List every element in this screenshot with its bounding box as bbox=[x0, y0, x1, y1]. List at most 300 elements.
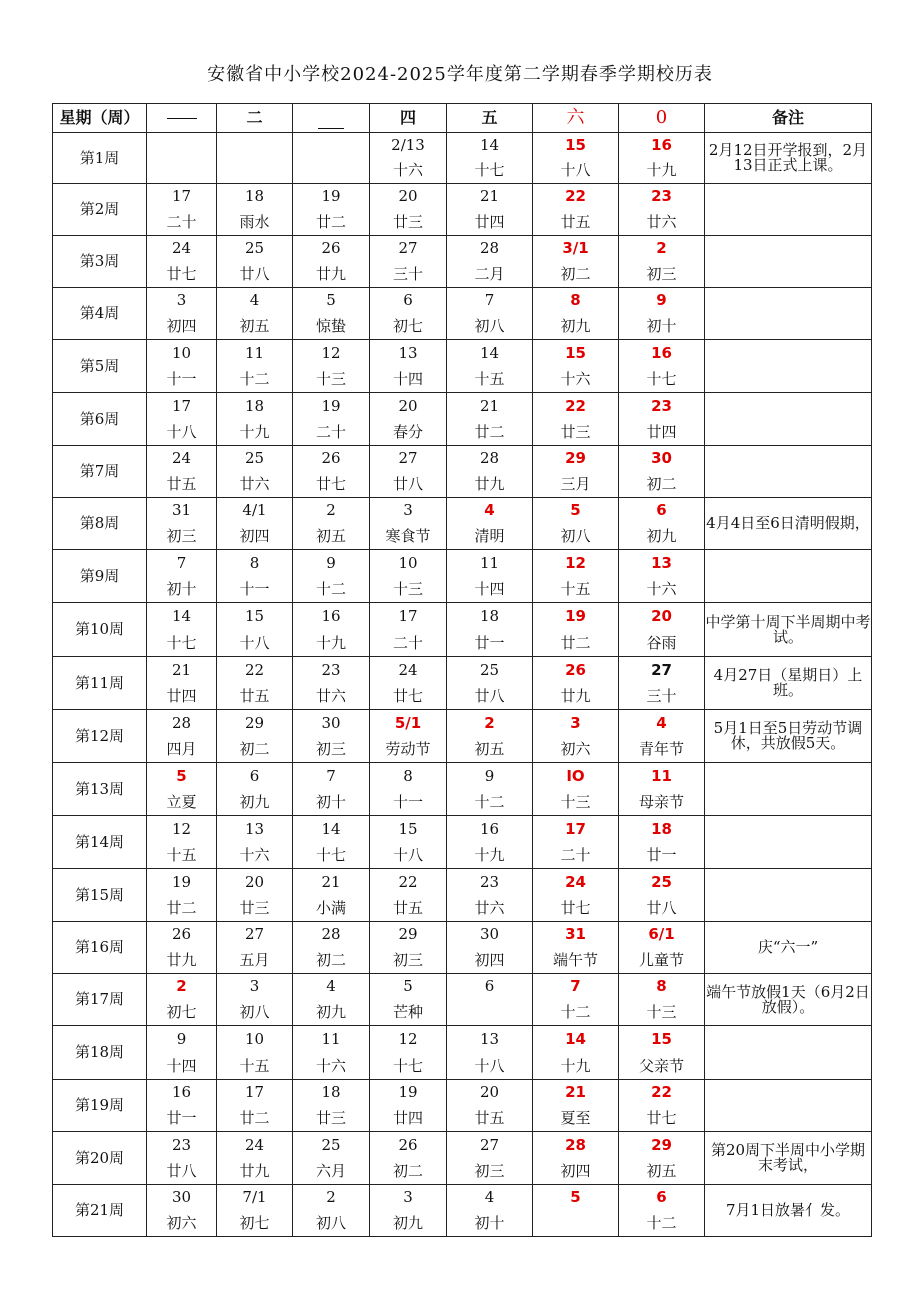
lunar-cell: 廿九 bbox=[147, 948, 217, 974]
lunar-cell: 廿五 bbox=[370, 896, 447, 922]
lunar-cell: 十三 bbox=[533, 790, 619, 816]
lunar-cell: 初四 bbox=[447, 948, 533, 974]
lunar-cell: 初四 bbox=[533, 1159, 619, 1185]
day-cell: 6 bbox=[619, 498, 705, 524]
day-cell: 30 bbox=[447, 922, 533, 948]
day-cell: 11 bbox=[217, 340, 293, 367]
day-cell: 26 bbox=[370, 1132, 447, 1159]
lunar-cell: 初九 bbox=[293, 1000, 370, 1026]
lunar-cell: 十三 bbox=[293, 367, 370, 393]
day-cell: 25 bbox=[619, 869, 705, 896]
day-cell: 18 bbox=[293, 1080, 370, 1106]
day-cell: 16 bbox=[619, 340, 705, 367]
day-cell: 23 bbox=[147, 1132, 217, 1159]
lunar-cell: 母亲节 bbox=[619, 790, 705, 816]
lunar-cell: 十六 bbox=[217, 843, 293, 869]
lunar-cell: 二十 bbox=[533, 843, 619, 869]
lunar-cell: 十二 bbox=[217, 367, 293, 393]
day-cell: 6 bbox=[370, 288, 447, 314]
day-cell: 12 bbox=[147, 816, 217, 843]
day-cell: 2/13 bbox=[370, 133, 447, 159]
note-cell bbox=[705, 550, 872, 603]
day-cell: 22 bbox=[619, 1080, 705, 1106]
week-label: 第18周 bbox=[53, 1026, 147, 1080]
lunar-cell: 三十 bbox=[619, 684, 705, 710]
day-cell: 16 bbox=[147, 1080, 217, 1106]
day-cell: 23 bbox=[293, 657, 370, 684]
header-wed bbox=[293, 104, 370, 133]
day-cell: 17 bbox=[147, 184, 217, 210]
lunar-cell: 十五 bbox=[147, 843, 217, 869]
lunar-cell: 廿三 bbox=[370, 210, 447, 236]
week-row bbox=[53, 603, 872, 631]
lunar-cell: 十九 bbox=[533, 1054, 619, 1080]
day-cell: 29 bbox=[533, 446, 619, 472]
lunar-cell: 廿三 bbox=[293, 1106, 370, 1132]
lunar-cell: 初三 bbox=[147, 524, 217, 550]
day-cell: 24 bbox=[147, 446, 217, 472]
day-cell: 3 bbox=[147, 288, 217, 314]
day-cell: 17 bbox=[370, 603, 447, 631]
day-cell: 13 bbox=[217, 816, 293, 843]
day-cell: 21 bbox=[147, 657, 217, 684]
wed-dash-icon bbox=[318, 128, 344, 129]
day-cell: 8 bbox=[533, 288, 619, 314]
lunar-cell: 十七 bbox=[147, 631, 217, 657]
lunar-cell: 十四 bbox=[147, 1054, 217, 1080]
day-cell: 6/1 bbox=[619, 922, 705, 948]
lunar-cell: 十七 bbox=[619, 367, 705, 393]
lunar-cell: 初八 bbox=[447, 314, 533, 340]
lunar-cell: 初八 bbox=[217, 1000, 293, 1026]
day-cell: 7/1 bbox=[217, 1185, 293, 1211]
week-row bbox=[53, 763, 872, 790]
note-cell bbox=[705, 1080, 872, 1132]
week-row bbox=[53, 133, 872, 159]
day-cell: 25 bbox=[217, 446, 293, 472]
day-cell: 23 bbox=[619, 184, 705, 210]
day-cell: 27 bbox=[217, 922, 293, 948]
lunar-cell: 廿三 bbox=[217, 896, 293, 922]
lunar-cell: 初十 bbox=[447, 1211, 533, 1237]
day-cell: 19 bbox=[147, 869, 217, 896]
day-cell: 3 bbox=[533, 710, 619, 737]
mon-dash-icon bbox=[167, 118, 197, 119]
lunar-cell: 初六 bbox=[147, 1211, 217, 1237]
lunar-cell: 廿五 bbox=[533, 210, 619, 236]
week-row bbox=[53, 550, 872, 577]
day-cell: 27 bbox=[370, 446, 447, 472]
lunar-cell: 雨水 bbox=[217, 210, 293, 236]
lunar-cell: 廿四 bbox=[147, 684, 217, 710]
note-cell bbox=[705, 340, 872, 393]
day-cell: 5 bbox=[533, 498, 619, 524]
lunar-cell: 廿五 bbox=[147, 472, 217, 498]
day-cell: 16 bbox=[447, 816, 533, 843]
lunar-cell: 三十 bbox=[370, 262, 447, 288]
day-cell: 15 bbox=[533, 340, 619, 367]
week-row bbox=[53, 340, 872, 367]
lunar-cell: 清明 bbox=[447, 524, 533, 550]
day-cell: 8 bbox=[217, 550, 293, 577]
day-cell: 6 bbox=[217, 763, 293, 790]
lunar-cell: 廿一 bbox=[147, 1106, 217, 1132]
lunar-cell: 十六 bbox=[370, 159, 447, 184]
day-cell: 28 bbox=[533, 1132, 619, 1159]
day-cell: 29 bbox=[619, 1132, 705, 1159]
day-cell: 28 bbox=[293, 922, 370, 948]
day-cell: 15 bbox=[619, 1026, 705, 1054]
day-cell: 5 bbox=[370, 974, 447, 1000]
lunar-cell: 三月 bbox=[533, 472, 619, 498]
day-cell: 25 bbox=[447, 657, 533, 684]
lunar-cell: 廿五 bbox=[217, 684, 293, 710]
lunar-cell: 初五 bbox=[447, 737, 533, 763]
day-cell bbox=[217, 133, 293, 159]
day-cell: 20 bbox=[217, 869, 293, 896]
week-label: 第4周 bbox=[53, 288, 147, 340]
day-cell: 17 bbox=[217, 1080, 293, 1106]
note-cell: 2月12日开学报到，2月13日正式上课。 bbox=[705, 133, 872, 184]
day-cell: 26 bbox=[533, 657, 619, 684]
day-cell: 23 bbox=[447, 869, 533, 896]
lunar-cell: 十二 bbox=[447, 790, 533, 816]
lunar-cell: 二十 bbox=[370, 631, 447, 657]
lunar-cell: 廿九 bbox=[533, 684, 619, 710]
day-cell: 5 bbox=[533, 1185, 619, 1211]
lunar-cell: 廿四 bbox=[447, 210, 533, 236]
day-cell: 19 bbox=[370, 1080, 447, 1106]
header-thu: 四 bbox=[370, 104, 447, 133]
day-cell: IO bbox=[533, 763, 619, 790]
day-cell: 4 bbox=[619, 710, 705, 737]
lunar-cell: 初七 bbox=[217, 1211, 293, 1237]
week-row bbox=[53, 657, 872, 684]
day-cell: 23 bbox=[619, 393, 705, 420]
lunar-cell: 十五 bbox=[447, 367, 533, 393]
day-cell: 14 bbox=[447, 340, 533, 367]
day-cell: 19 bbox=[293, 393, 370, 420]
lunar-cell: 四月 bbox=[147, 737, 217, 763]
lunar-cell: 廿一 bbox=[447, 631, 533, 657]
note-cell bbox=[705, 236, 872, 288]
day-cell: 25 bbox=[293, 1132, 370, 1159]
day-cell: 14 bbox=[293, 816, 370, 843]
lunar-cell: 廿一 bbox=[619, 843, 705, 869]
lunar-cell: 廿九 bbox=[447, 472, 533, 498]
lunar-cell: 初十 bbox=[619, 314, 705, 340]
day-cell: 28 bbox=[447, 446, 533, 472]
day-cell: 4 bbox=[293, 974, 370, 1000]
day-cell: 21 bbox=[533, 1080, 619, 1106]
day-cell: 9 bbox=[619, 288, 705, 314]
lunar-cell: 十八 bbox=[447, 1054, 533, 1080]
day-cell: 5 bbox=[147, 763, 217, 790]
lunar-cell: 廿七 bbox=[619, 1106, 705, 1132]
week-row bbox=[53, 1080, 872, 1106]
lunar-cell: 十四 bbox=[447, 577, 533, 603]
day-cell: 20 bbox=[619, 603, 705, 631]
day-cell: 24 bbox=[147, 236, 217, 262]
day-cell: 15 bbox=[217, 603, 293, 631]
lunar-cell: 廿二 bbox=[447, 420, 533, 446]
lunar-cell: 廿二 bbox=[293, 210, 370, 236]
lunar-cell: 廿五 bbox=[447, 1106, 533, 1132]
day-cell: 22 bbox=[217, 657, 293, 684]
day-cell: 21 bbox=[447, 184, 533, 210]
day-cell: 30 bbox=[619, 446, 705, 472]
lunar-cell: 十二 bbox=[619, 1211, 705, 1237]
week-row bbox=[53, 184, 872, 210]
lunar-cell: 十七 bbox=[447, 159, 533, 184]
lunar-cell: 廿九 bbox=[217, 1159, 293, 1185]
week-row bbox=[53, 869, 872, 896]
lunar-cell: 二十 bbox=[293, 420, 370, 446]
day-cell: 15 bbox=[533, 133, 619, 159]
page-title: 安徽省中小学校2024-2025学年度第二学期春季学期校历表 bbox=[207, 64, 713, 85]
week-label: 第10周 bbox=[53, 603, 147, 657]
day-cell: 12 bbox=[293, 340, 370, 367]
lunar-cell: 初三 bbox=[293, 737, 370, 763]
lunar-cell: 十九 bbox=[447, 843, 533, 869]
lunar-cell: 惊蛰 bbox=[293, 314, 370, 340]
day-cell: 4 bbox=[447, 498, 533, 524]
day-cell: 15 bbox=[370, 816, 447, 843]
lunar-cell: 十七 bbox=[293, 843, 370, 869]
day-cell: 26 bbox=[147, 922, 217, 948]
week-label: 第2周 bbox=[53, 184, 147, 236]
lunar-cell: 初三 bbox=[370, 948, 447, 974]
note-cell: 7月1日放暑亻发。 bbox=[705, 1185, 872, 1237]
lunar-cell: 廿九 bbox=[293, 262, 370, 288]
day-cell: 22 bbox=[533, 184, 619, 210]
day-cell: 31 bbox=[533, 922, 619, 948]
lunar-cell: 二月 bbox=[447, 262, 533, 288]
day-cell: 18 bbox=[217, 184, 293, 210]
lunar-cell: 初二 bbox=[370, 1159, 447, 1185]
week-label: 第7周 bbox=[53, 446, 147, 498]
lunar-cell: 芒种 bbox=[370, 1000, 447, 1026]
day-cell: 29 bbox=[217, 710, 293, 737]
lunar-cell: 初五 bbox=[293, 524, 370, 550]
lunar-cell: 初十 bbox=[147, 577, 217, 603]
lunar-cell: 十七 bbox=[370, 1054, 447, 1080]
week-label: 第19周 bbox=[53, 1080, 147, 1132]
day-cell: 4 bbox=[217, 288, 293, 314]
lunar-cell: 立夏 bbox=[147, 790, 217, 816]
note-cell bbox=[705, 184, 872, 236]
lunar-cell: 谷雨 bbox=[619, 631, 705, 657]
week-label: 第13周 bbox=[53, 763, 147, 816]
lunar-cell: 十八 bbox=[147, 420, 217, 446]
lunar-cell: 初十 bbox=[293, 790, 370, 816]
lunar-cell: 初九 bbox=[619, 524, 705, 550]
lunar-cell: 初九 bbox=[533, 314, 619, 340]
lunar-cell: 廿六 bbox=[447, 896, 533, 922]
lunar-cell: 廿七 bbox=[293, 472, 370, 498]
day-cell: 13 bbox=[619, 550, 705, 577]
note-cell bbox=[705, 816, 872, 869]
day-cell: 27 bbox=[370, 236, 447, 262]
lunar-cell: 廿二 bbox=[147, 896, 217, 922]
week-row bbox=[53, 1132, 872, 1159]
week-row bbox=[53, 922, 872, 948]
day-cell bbox=[147, 133, 217, 159]
day-cell: 6 bbox=[619, 1185, 705, 1211]
day-cell: 22 bbox=[533, 393, 619, 420]
note-cell: 中学第十周下半周期中考试。 bbox=[705, 603, 872, 657]
week-label: 第14周 bbox=[53, 816, 147, 869]
lunar-cell: 初二 bbox=[293, 948, 370, 974]
day-cell: 13 bbox=[370, 340, 447, 367]
lunar-cell: 廿七 bbox=[533, 896, 619, 922]
day-cell: 7 bbox=[293, 763, 370, 790]
day-cell: 21 bbox=[293, 869, 370, 896]
day-cell: 3/1 bbox=[533, 236, 619, 262]
day-cell: 18 bbox=[447, 603, 533, 631]
calendar-table bbox=[52, 103, 872, 1237]
day-cell: 3 bbox=[217, 974, 293, 1000]
lunar-cell: 寒食节 bbox=[370, 524, 447, 550]
day-cell: 11 bbox=[619, 763, 705, 790]
day-cell: 8 bbox=[370, 763, 447, 790]
day-cell: 14 bbox=[447, 133, 533, 159]
week-label: 第3周 bbox=[53, 236, 147, 288]
lunar-cell: 劳动节 bbox=[370, 737, 447, 763]
day-cell: 29 bbox=[370, 922, 447, 948]
day-cell: 14 bbox=[533, 1026, 619, 1054]
week-row bbox=[53, 816, 872, 843]
day-cell: 24 bbox=[533, 869, 619, 896]
note-cell bbox=[705, 446, 872, 498]
lunar-cell: 初二 bbox=[619, 472, 705, 498]
lunar-cell: 十九 bbox=[293, 631, 370, 657]
day-cell: 11 bbox=[447, 550, 533, 577]
week-row bbox=[53, 1026, 872, 1054]
lunar-cell: 青年节 bbox=[619, 737, 705, 763]
lunar-cell: 初四 bbox=[147, 314, 217, 340]
day-cell: 2 bbox=[293, 1185, 370, 1211]
header-row bbox=[53, 104, 872, 133]
lunar-cell: 初七 bbox=[147, 1000, 217, 1026]
note-cell bbox=[705, 1026, 872, 1080]
day-cell: 30 bbox=[293, 710, 370, 737]
day-cell: 14 bbox=[147, 603, 217, 631]
day-cell: 11 bbox=[293, 1026, 370, 1054]
day-cell: 7 bbox=[533, 974, 619, 1000]
day-cell: 31 bbox=[147, 498, 217, 524]
lunar-cell: 初八 bbox=[533, 524, 619, 550]
day-cell: 10 bbox=[147, 340, 217, 367]
week-row bbox=[53, 498, 872, 524]
lunar-cell: 初二 bbox=[217, 737, 293, 763]
lunar-cell: 端午节 bbox=[533, 948, 619, 974]
day-cell: 4/1 bbox=[217, 498, 293, 524]
week-label: 第12周 bbox=[53, 710, 147, 763]
day-cell: 24 bbox=[370, 657, 447, 684]
lunar-cell: 十一 bbox=[147, 367, 217, 393]
note-cell bbox=[705, 869, 872, 922]
lunar-cell: 十六 bbox=[533, 367, 619, 393]
lunar-cell: 廿七 bbox=[147, 262, 217, 288]
day-cell: 12 bbox=[533, 550, 619, 577]
lunar-cell: 十二 bbox=[293, 577, 370, 603]
day-cell: 7 bbox=[447, 288, 533, 314]
lunar-cell: 小满 bbox=[293, 896, 370, 922]
lunar-cell: 十二 bbox=[533, 1000, 619, 1026]
day-cell: 26 bbox=[293, 236, 370, 262]
day-cell: 24 bbox=[217, 1132, 293, 1159]
day-cell: 2 bbox=[447, 710, 533, 737]
day-cell: 9 bbox=[293, 550, 370, 577]
lunar-cell: 十四 bbox=[370, 367, 447, 393]
lunar-cell bbox=[293, 159, 370, 184]
lunar-cell: 春分 bbox=[370, 420, 447, 446]
day-cell: 16 bbox=[293, 603, 370, 631]
lunar-cell: 廿四 bbox=[619, 420, 705, 446]
note-cell: 5月1日至5日劳动节调休，共放假5天。 bbox=[705, 710, 872, 763]
lunar-cell: 廿八 bbox=[619, 896, 705, 922]
week-label: 第17周 bbox=[53, 974, 147, 1026]
note-cell bbox=[705, 763, 872, 816]
day-cell: 19 bbox=[533, 603, 619, 631]
lunar-cell bbox=[147, 159, 217, 184]
week-label: 第9周 bbox=[53, 550, 147, 603]
day-cell: 20 bbox=[370, 184, 447, 210]
day-cell: 26 bbox=[293, 446, 370, 472]
lunar-cell: 十八 bbox=[370, 843, 447, 869]
note-cell bbox=[705, 288, 872, 340]
day-cell: 21 bbox=[447, 393, 533, 420]
lunar-cell: 初三 bbox=[619, 262, 705, 288]
header-fri: 五 bbox=[447, 104, 533, 133]
lunar-cell: 初四 bbox=[217, 524, 293, 550]
day-cell: 3 bbox=[370, 1185, 447, 1211]
lunar-cell: 初三 bbox=[447, 1159, 533, 1185]
lunar-cell: 初八 bbox=[293, 1211, 370, 1237]
lunar-cell: 十一 bbox=[370, 790, 447, 816]
day-cell: 13 bbox=[447, 1026, 533, 1054]
day-cell: 19 bbox=[293, 184, 370, 210]
lunar-cell: 廿七 bbox=[370, 684, 447, 710]
day-cell: 17 bbox=[147, 393, 217, 420]
lunar-cell: 儿童节 bbox=[619, 948, 705, 974]
lunar-cell: 廿三 bbox=[533, 420, 619, 446]
week-row bbox=[53, 974, 872, 1000]
day-cell: 3 bbox=[370, 498, 447, 524]
lunar-cell: 初五 bbox=[619, 1159, 705, 1185]
day-cell: 9 bbox=[447, 763, 533, 790]
day-cell: 27 bbox=[619, 657, 705, 684]
day-cell: 25 bbox=[217, 236, 293, 262]
lunar-cell: 十九 bbox=[619, 159, 705, 184]
day-cell: 28 bbox=[447, 236, 533, 262]
day-cell: 8 bbox=[619, 974, 705, 1000]
day-cell: 2 bbox=[619, 236, 705, 262]
note-cell: 第20周下半周中小学期末考试， bbox=[705, 1132, 872, 1185]
day-cell: 5 bbox=[293, 288, 370, 314]
note-cell: 端午节放假1天（6月2日放假）。 bbox=[705, 974, 872, 1026]
week-label: 第8周 bbox=[53, 498, 147, 550]
lunar-cell: 父亲节 bbox=[619, 1054, 705, 1080]
day-cell: 2 bbox=[147, 974, 217, 1000]
lunar-cell: 初九 bbox=[370, 1211, 447, 1237]
note-cell: 4月27日（星期日）上班。 bbox=[705, 657, 872, 710]
lunar-cell: 十八 bbox=[217, 631, 293, 657]
week-label: 第21周 bbox=[53, 1185, 147, 1237]
week-row bbox=[53, 236, 872, 262]
day-cell: 17 bbox=[533, 816, 619, 843]
